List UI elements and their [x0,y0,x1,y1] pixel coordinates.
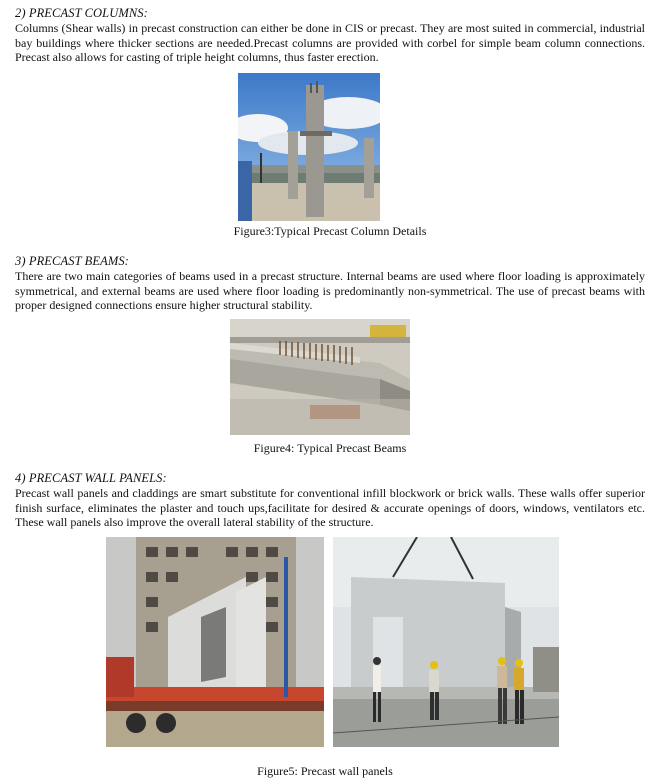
figure-caption-wall-panels: Figure5: Precast wall panels [257,764,393,778]
figure-caption-columns: Figure3:Typical Precast Column Details [233,224,427,238]
section-body-columns: Columns (Shear walls) in precast construction can either be done in CIS or precast. They are most suited in commercial, industrial bay buildings where thicker sections are needed.Precast columns are provided with corbel for simple beam column connections. Precast also allows for casting of triple height columns, thus faster erection. [15,21,645,64]
section-title-beams: 3) PRECAST BEAMS: [15,254,129,268]
figure-caption-beams: Figure4: Typical Precast Beams [253,441,407,455]
section-body-wall-panels: Precast wall panels and claddings are smart substitute for conventional infill blockwork or brick walls. These walls offer superior finish surface, eliminates the plaster and touch ups,facilitate for desired & accurate openings of doors, windows, ventilators etc. These wall panels also improve the overall lateral stability of the structure. [15,486,645,529]
section-title-columns: 2) PRECAST COLUMNS: [15,6,148,20]
section-body-beams: There are two main categories of beams used in a precast structure. Internal beams are used where floor loading is approximately symmetrical, and external beams are used where floor loading is predominantly non-symmetrical. The use of precast beams with proper designed connections ensure higher structural stability. [15,269,645,312]
figure-precast-columns-photo [238,73,380,221]
figure-wall-panels-truck-photo [106,537,324,747]
section-title-wall-panels: 4) PRECAST WALL PANELS: [15,471,167,485]
figure-precast-beams-photo [230,319,410,435]
figure-wall-panels-lifting-photo [333,537,559,747]
